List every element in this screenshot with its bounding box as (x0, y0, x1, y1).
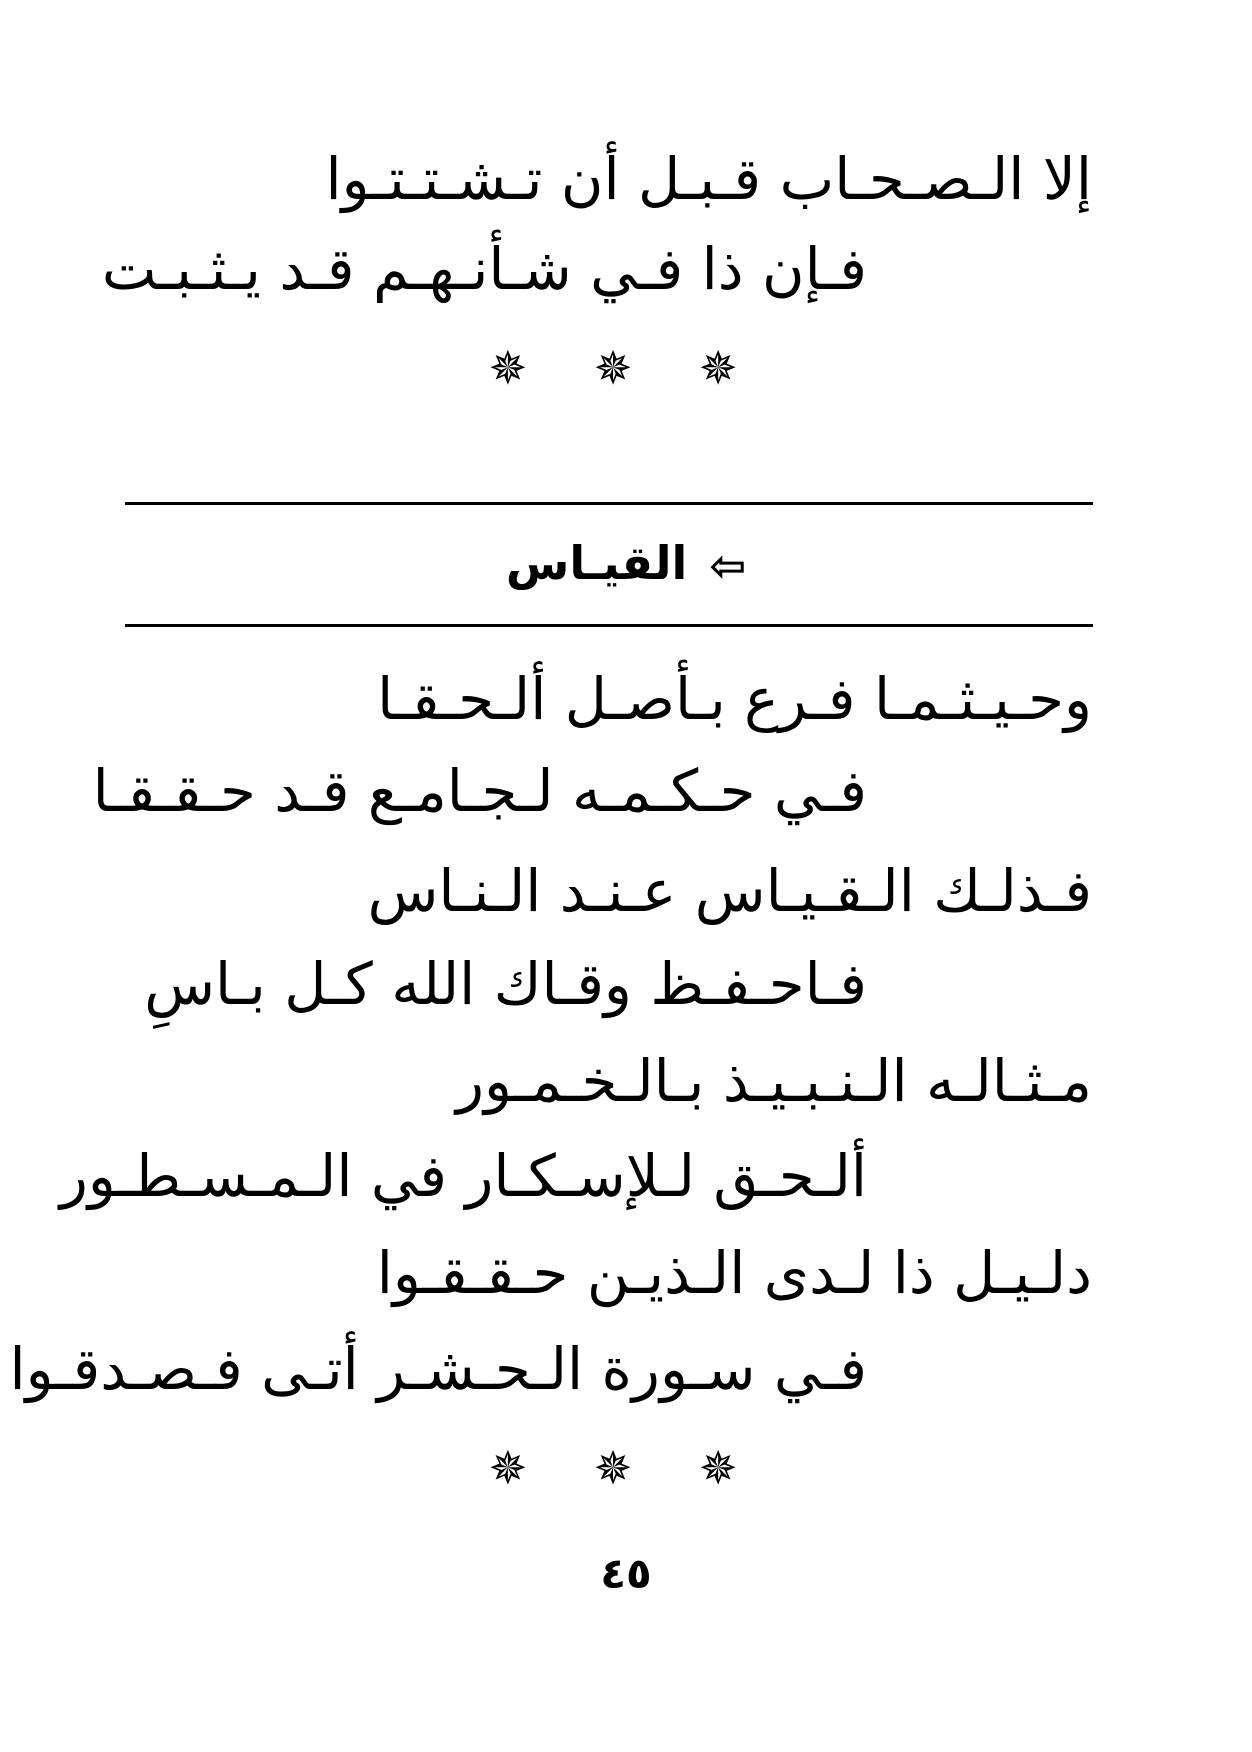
verse-line: فـي حـكـمـه لـجـامـع قـد حـقـقـا (92, 757, 867, 825)
star-separator-icon: ✵ ✵ ✵ (488, 1441, 764, 1495)
verse-line: فـي سـورة الـحـشـر أتـى فـصـدقـوا (9, 1335, 867, 1403)
verse-line: مـثـالـه الـنـبـيـذ بـالـخـمـور (456, 1047, 1092, 1115)
verse-line: فـذلـك الـقـيـاس عـنـد الـنـاس (367, 857, 1092, 925)
verse-line: إلا الـصـحـاب قـبـل أن تـشـتـتـوا (325, 145, 1092, 213)
verse-line: فـإن ذا فـي شـأنـهـم قـد يـثـبـت (101, 235, 867, 303)
heading-rule-top (125, 502, 1093, 505)
arrow-left-icon: ⇦ (709, 540, 747, 592)
verse-line: دلـيـل ذا لـدى الـذيـن حـقـقـوا (376, 1239, 1092, 1307)
section-title: القيـاس (505, 536, 688, 590)
star-separator-icon: ✵ ✵ ✵ (488, 341, 764, 395)
verse-line: فـاحـفـظ وقـاك الله كـل بـاسِ (144, 950, 867, 1018)
page-number: ٤٥ (600, 1549, 652, 1598)
verse-line: ألـحـق لـلإسـكـار في الـمـسـطـور (59, 1142, 867, 1210)
verse-line: وحـيـثـمـا فـرع بـأصـل ألـحـقـا (377, 665, 1092, 733)
section-heading (0, 536, 1252, 592)
heading-rule-bottom (125, 624, 1093, 627)
